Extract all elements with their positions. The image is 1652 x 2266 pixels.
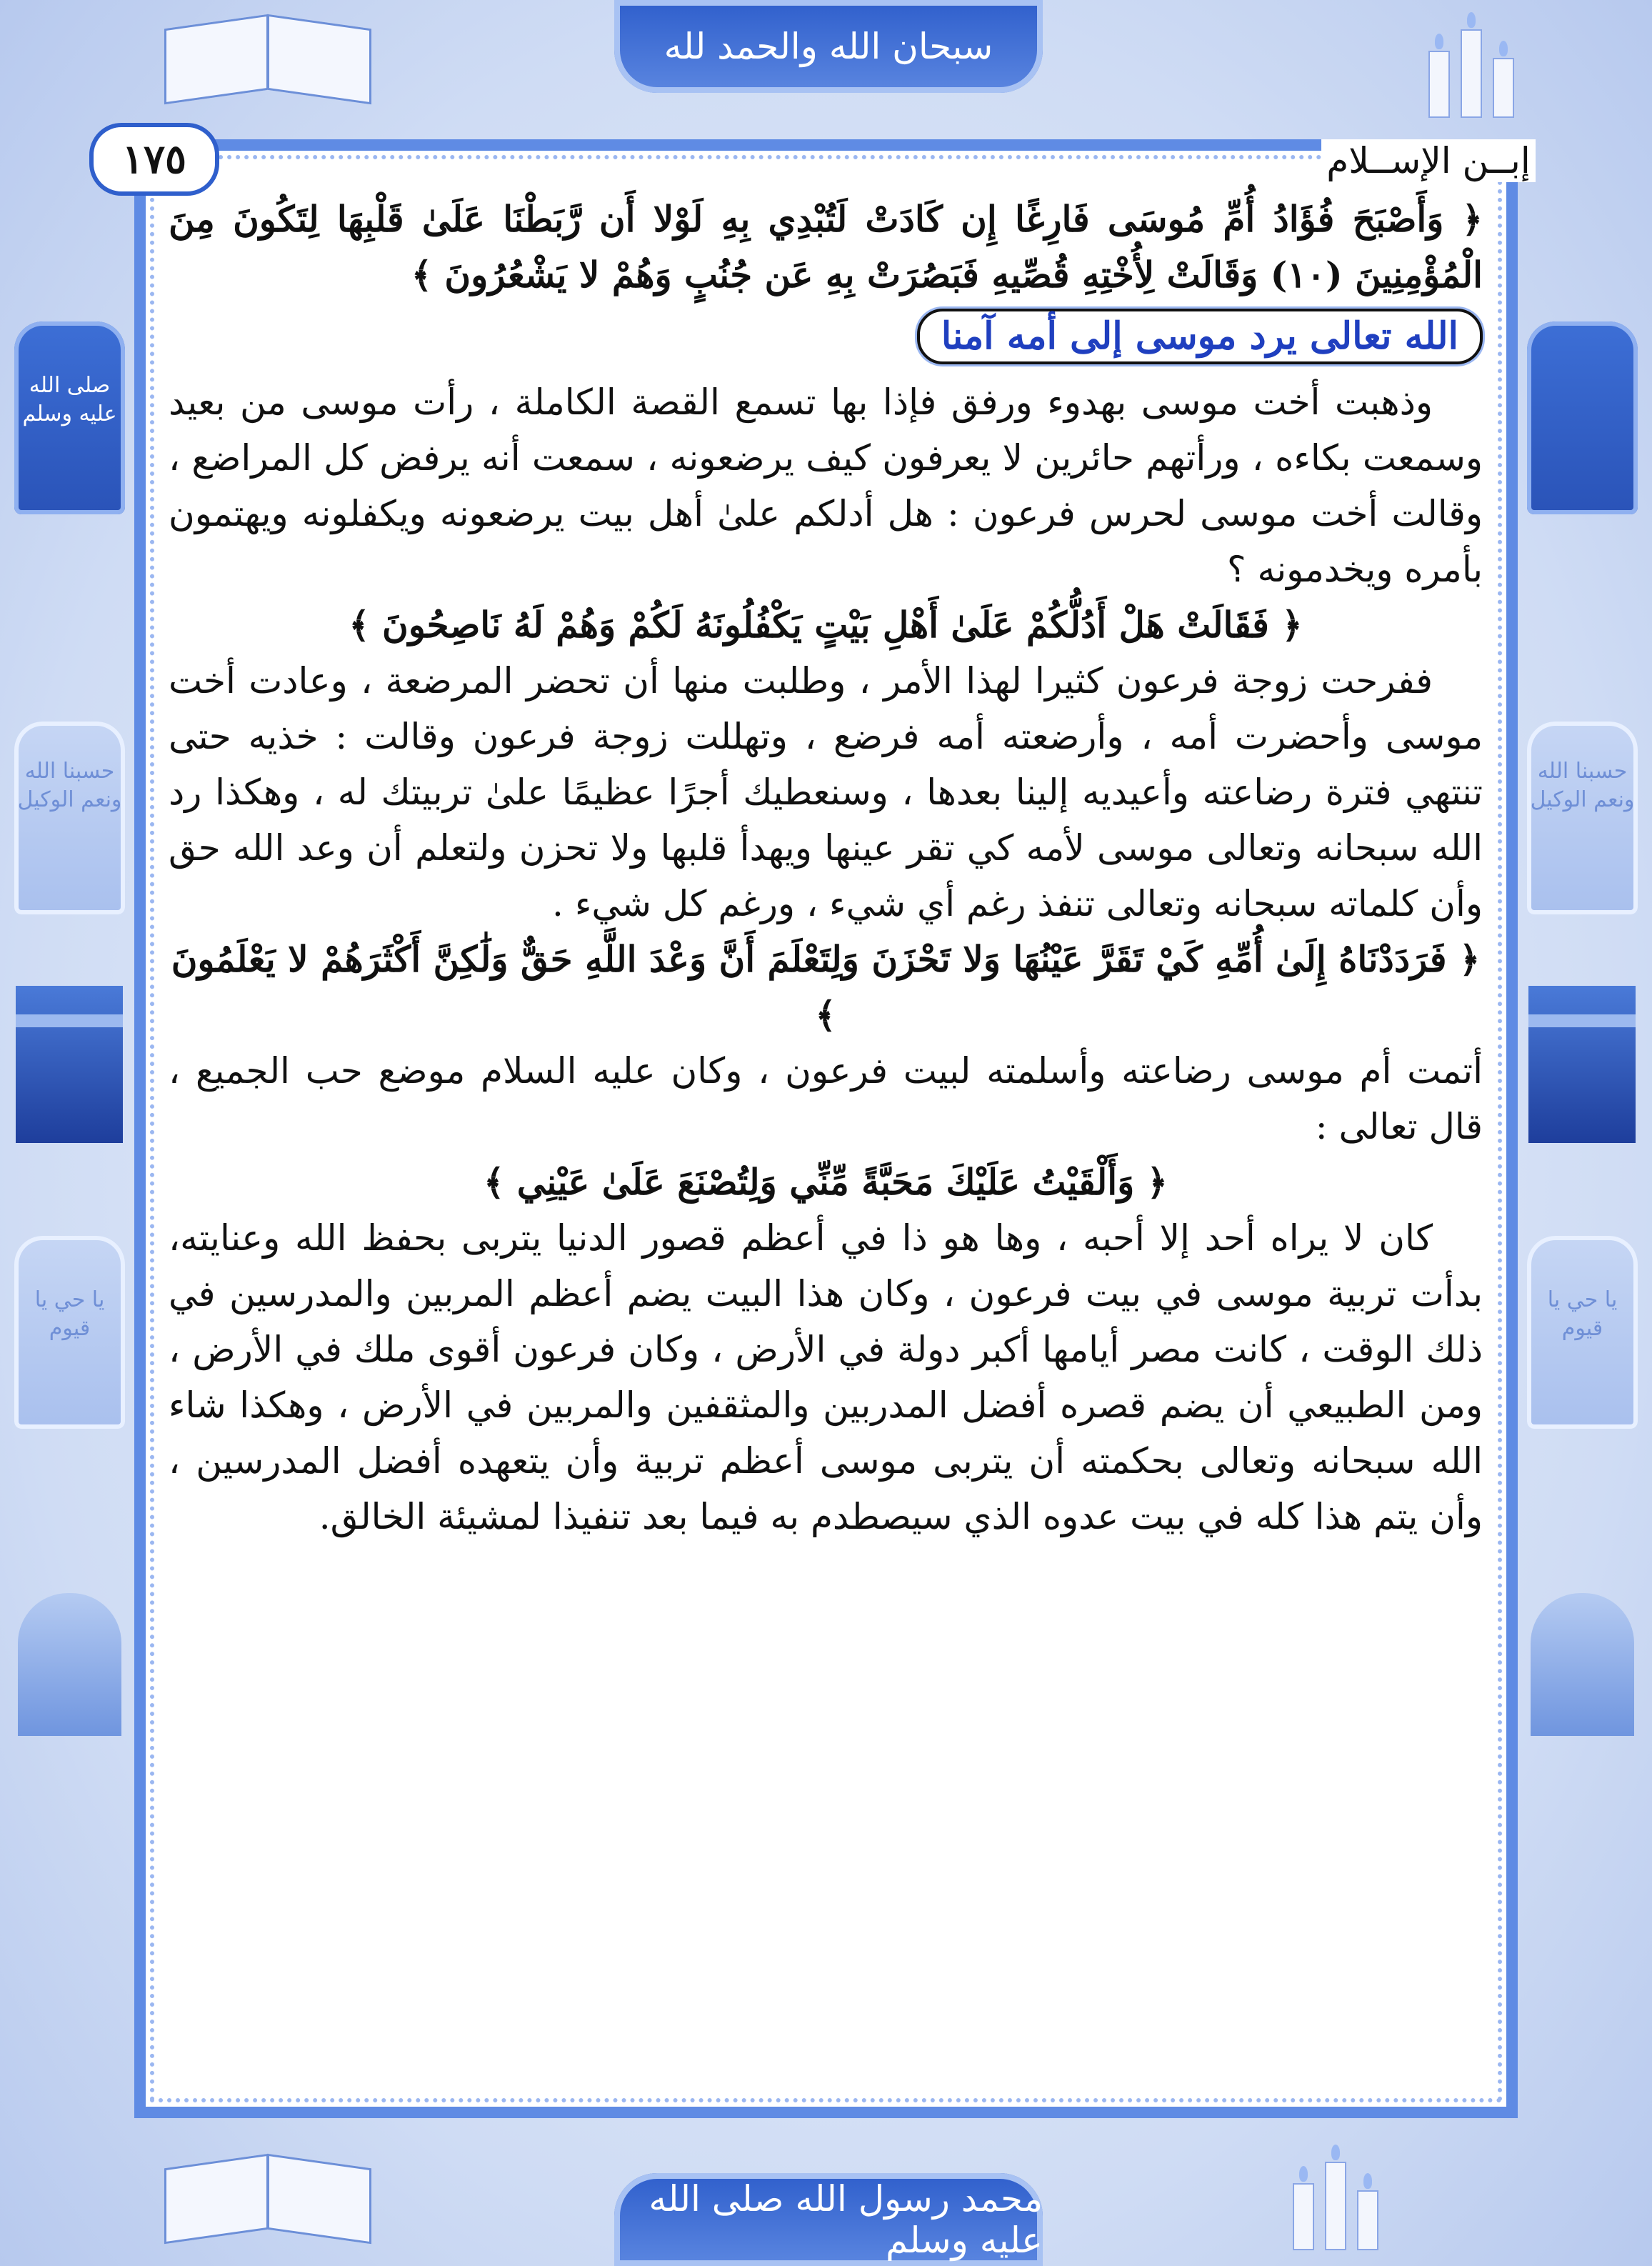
right-mosque-image <box>1531 1593 1634 1736</box>
quran-verse-4: ﴿ وَأَلْقَيْتُ عَلَيْكَ مَحَبَّةً مِّنِّي وَلِتُصْنَعَ عَلَىٰ عَيْنِي ﴾ <box>484 1161 1168 1203</box>
right-medallion-middle-text: حسبنا الله ونعم الوكيل <box>1530 759 1635 812</box>
quran-verse-2: ﴿ فَقَالَتْ هَلْ أَدُلُّكُمْ عَلَىٰ أَهْلِ بَيْتٍ يَكْفُلُونَهُ لَكُمْ وَهُمْ لَهُ نَاصِحُونَ ﴾ <box>349 604 1303 646</box>
paragraph-1: وذهبت أخت موسى بهدوء ورفق فإذا بها تسمع القصة الكاملة ، رأت موسى من بعيد وسمعت بكاءه ، ورأتهم حائرين لا يعرفون كيف يرضعونه ، سمعت أنه يرفض كل المراضع ، وقالت أخت موسى لحرس فرعون : هل أدلكم علىٰ أهل بيت يرضعونه ويكفلونه ويهتمون بأمره ويخدمونه ؟ <box>169 381 1483 590</box>
right-medallion-lower-text: يا حي يا قيوم <box>1547 1287 1618 1341</box>
running-header: إبــن الإســلام <box>1321 139 1536 182</box>
quran-verse-1: ﴿ وَأَصْبَحَ فُؤَادُ أُمِّ مُوسَى فَارِغًا إِن كَادَتْ لَتُبْدِي بِهِ لَوْلا أَن رَّبَطْنَا عَلَىٰ قَلْبِهَا لِتَكُونَ مِنَ الْمُؤْمِنِينَ (١٠) وَقَالَتْ لِأُخْتِهِ قُصِّيهِ فَبَصُرَتْ بِهِ عَن جُنُبٍ وَهُمْ لا يَشْعُرُونَ ﴾ <box>169 198 1483 296</box>
section-heading: الله تعالى يرد موسى إلى أمه آمنا <box>917 309 1483 364</box>
candles-bottom-icon <box>1286 2143 1386 2250</box>
candles-top-icon <box>1421 11 1521 118</box>
quran-verse-3: ﴿ فَرَدَدْنَاهُ إِلَىٰ أُمِّهِ كَيْ تَقَرَّ عَيْنُهَا وَلا تَحْزَنَ وَلِتَعْلَمَ أَنَّ وَعْدَ اللَّهِ حَقٌّ وَلَٰكِنَّ أَكْثَرَهُمْ لا يَعْلَمُونَ ﴾ <box>171 938 1481 1036</box>
paragraph-4: كان لا يراه أحد إلا أحبه ، وها هو ذا في أعظم قصور الدنيا يتربى بحفظ الله وعنايته، بدأت تربية موسى في بيت فرعون ، وكان هذا البيت يضم أعظم المربين والمدرسين في ذلك الوقت ، كانت مصر أيامها أكبر دولة في الأرض ، وكان فرعون أقوى ملك في الأرض ، ومن الطبيعي أن يضم قصره أفضل المدربين والمثقفين والمربين في الأرض ، وهكذا شاء الله سبحانه وتعالى بحكمته أن يتربى موسى أعظم تربية وأن يتعهده أفضل المدرسين ، وأن يتم هذا كله في بيت عدوه الذي سيصطدم به فيما بعد تنفيذا لمشيئة الخالق. <box>169 1217 1483 1537</box>
right-kaaba-image <box>1528 986 1636 1143</box>
left-mosque-image <box>18 1593 121 1736</box>
page-content <box>169 191 1483 1544</box>
left-medallion-middle-text: حسبنا الله ونعم الوكيل <box>17 759 122 812</box>
left-medallion-lower-text: يا حي يا قيوم <box>34 1287 105 1341</box>
paragraph-2: ففرحت زوجة فرعون كثيرا لهذا الأمر ، وطلبت منها أن تحضر المرضعة ، وعادت أخت موسى وأحضرت أمه ، وأرضعته أمه فرضع ، وتهللت زوجة فرعون وقالت : خذيه حتى تنتهي فترة رضاعته وأعيديه إلينا بعدها ، وسنعطيك أجرًا عظيمًا علىٰ تربيتك له ، وهكذا رد الله سبحانه وتعالى موسى لأمه كي تقر عينها ويهدأ قلبها ولا تحزن ولتعلم أن وعد الله حق وأن كلماته سبحانه وتعالى تنفذ رغم أي شيء ، ورغم كل شيء . <box>169 660 1483 924</box>
right-medallion-top <box>1527 321 1638 514</box>
paragraph-3: أتمت أم موسى رضاعته وأسلمته لبيت فرعون ، وكان عليه السلام موضع حب الجميع ، قال تعالى : <box>169 1050 1483 1147</box>
right-medallion-middle <box>1527 722 1638 914</box>
top-banner <box>614 0 1043 93</box>
open-book-top-icon <box>164 14 371 100</box>
left-kaaba-image <box>16 986 123 1143</box>
open-book-bottom-icon <box>164 2154 371 2240</box>
right-decoration-panel <box>1520 129 1645 2129</box>
left-decoration-panel <box>7 129 132 2129</box>
section-heading-wrap <box>169 303 1483 374</box>
bottom-banner-text: محمد رسول الله صلى الله عليه وسلم <box>649 2178 1043 2261</box>
page-number: ١٧٥ <box>89 123 219 196</box>
top-banner-text: سبحان الله والحمد لله <box>664 26 993 67</box>
left-medallion-middle <box>14 722 125 914</box>
bottom-banner <box>614 2173 1043 2266</box>
left-medallion-text: صلى الله عليه وسلم <box>22 373 117 426</box>
